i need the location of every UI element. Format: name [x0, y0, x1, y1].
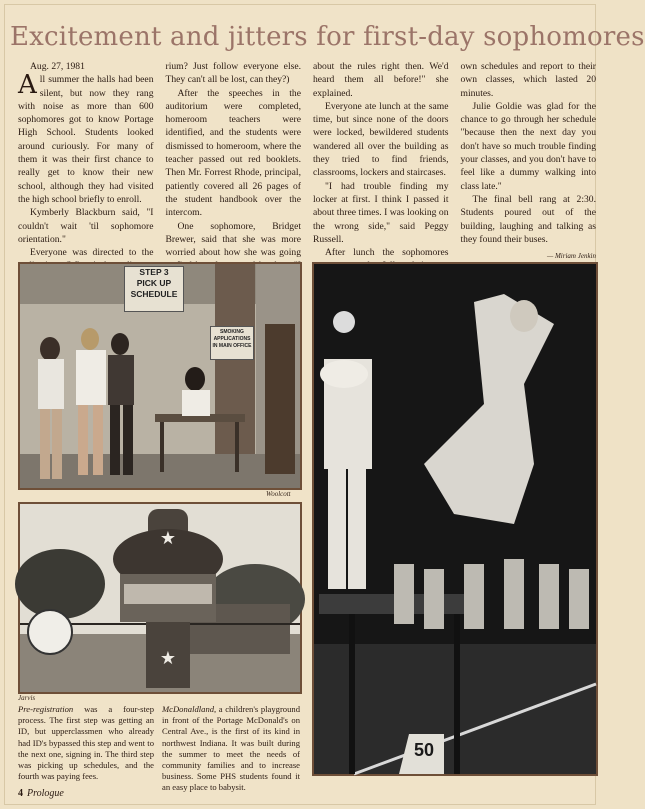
yard-marker: 50 — [414, 740, 435, 760]
article-column-4 — [460, 60, 597, 261]
article-column-3 — [313, 60, 449, 259]
smoking-notice: SMOKING APPLICATIONS IN MAIN OFFICE — [210, 326, 254, 360]
paragraph: One sophomore, Bridget Brewer, said that she was more worried about how she was going — [165, 220, 301, 259]
caption-mcdonaldland: McDonaldland, a children's playground in front of the Portage McDonald's on Central Ave., is the first of its kind in northwest Indiana. It was built during the summer to meet the needs of community families and to increase business. Some PHS students found it an easy place to babysit. — [162, 704, 300, 793]
article-body — [18, 60, 596, 261]
paragraph: own schedules and report to their own classes, which lasted 20 minutes. — [460, 61, 596, 99]
byline: — Miriam Jenkin — [547, 252, 596, 261]
caption-preregistration: Pre-registration was a four-step process. The first step was getting an ID, but upperclassmen who already had ID's bypassed this step and went to the next one, signing in. The third step was picking up schedules, and the fourth was paying fees. — [18, 704, 154, 782]
article-column-1 — [18, 60, 154, 259]
registration-photo — [18, 262, 302, 490]
paragraph: After lunch the sophomores — [325, 247, 449, 259]
paragraph: Everyone was directed to the — [30, 247, 154, 259]
photo-credit: Jarvis — [18, 694, 36, 702]
svg-text:★: ★ — [159, 648, 177, 669]
headline: Excitement and jitters for first-day sophomores — [10, 22, 645, 52]
section-name: Prologue — [27, 788, 64, 799]
paragraph: Julie Goldie was glad for the chance to go through her schedule "because then the next day you don't have so much trouble finding your classes, and you don't have to feel like a dummy walking into class late." — [460, 100, 596, 192]
caption-lead: Pre-registration — [18, 704, 74, 714]
paragraph: Kymberly Blackburn said, "I couldn't wait 'til sophomore orientation." — [18, 207, 154, 245]
article-column-2 — [165, 60, 302, 259]
mascot-scene — [314, 264, 596, 774]
article-date: Aug. 27, 1981 — [30, 61, 85, 72]
caption-lead: McDonaldland — [162, 704, 215, 714]
page-number: 4 — [18, 788, 23, 799]
paragraph: about the rules right then. We'd heard them all before!" she explained. — [313, 61, 449, 99]
mascot-photo — [312, 262, 598, 776]
paragraph: After the speeches in the auditorium were completed, homeroom teachers were identified, and the students were dismissed to homeroom, where the teacher passed out red booklets. Then Mr. Forrest Rhode, principal, patiently covered all 26 pages of the student handbook over the intercom. — [165, 87, 301, 219]
paragraph: rium? Just follow everyone else. They can't all be lost, can they?) — [165, 61, 301, 86]
paragraph: "I had trouble finding my locker at first. I think I passed it about three times. I was looking on the wrong side," said Peggy Russell. — [313, 180, 449, 245]
drop-cap: A — [18, 70, 37, 101]
step3-sign: STEP 3 PICK UP SCHEDULE — [124, 266, 184, 312]
paragraph: Everyone ate lunch at the same time, but since none of the doors were locked, bewildered students wandered all over the building as they tried to find friends, classrooms, lockers and staircases. — [313, 100, 449, 179]
paragraph: The final bell rang at 2:30. Students poured out of the building, laughing and talking as they found their buses. — [460, 193, 596, 245]
photo-credit: Woolcott — [266, 490, 291, 498]
mcdonaldland-photo — [18, 502, 302, 694]
mcdonaldland-scene — [20, 504, 300, 692]
svg-text:★: ★ — [159, 528, 177, 549]
page-footer — [18, 788, 64, 799]
paragraph: All summer the halls had been silent, but now they rang with noise as more than 600 sophomores got to know Portage High School. Students looked around curiously. For many of them it was their first chance to really get to know their new school, although they had visited the high school briefly to enroll. — [18, 70, 154, 205]
